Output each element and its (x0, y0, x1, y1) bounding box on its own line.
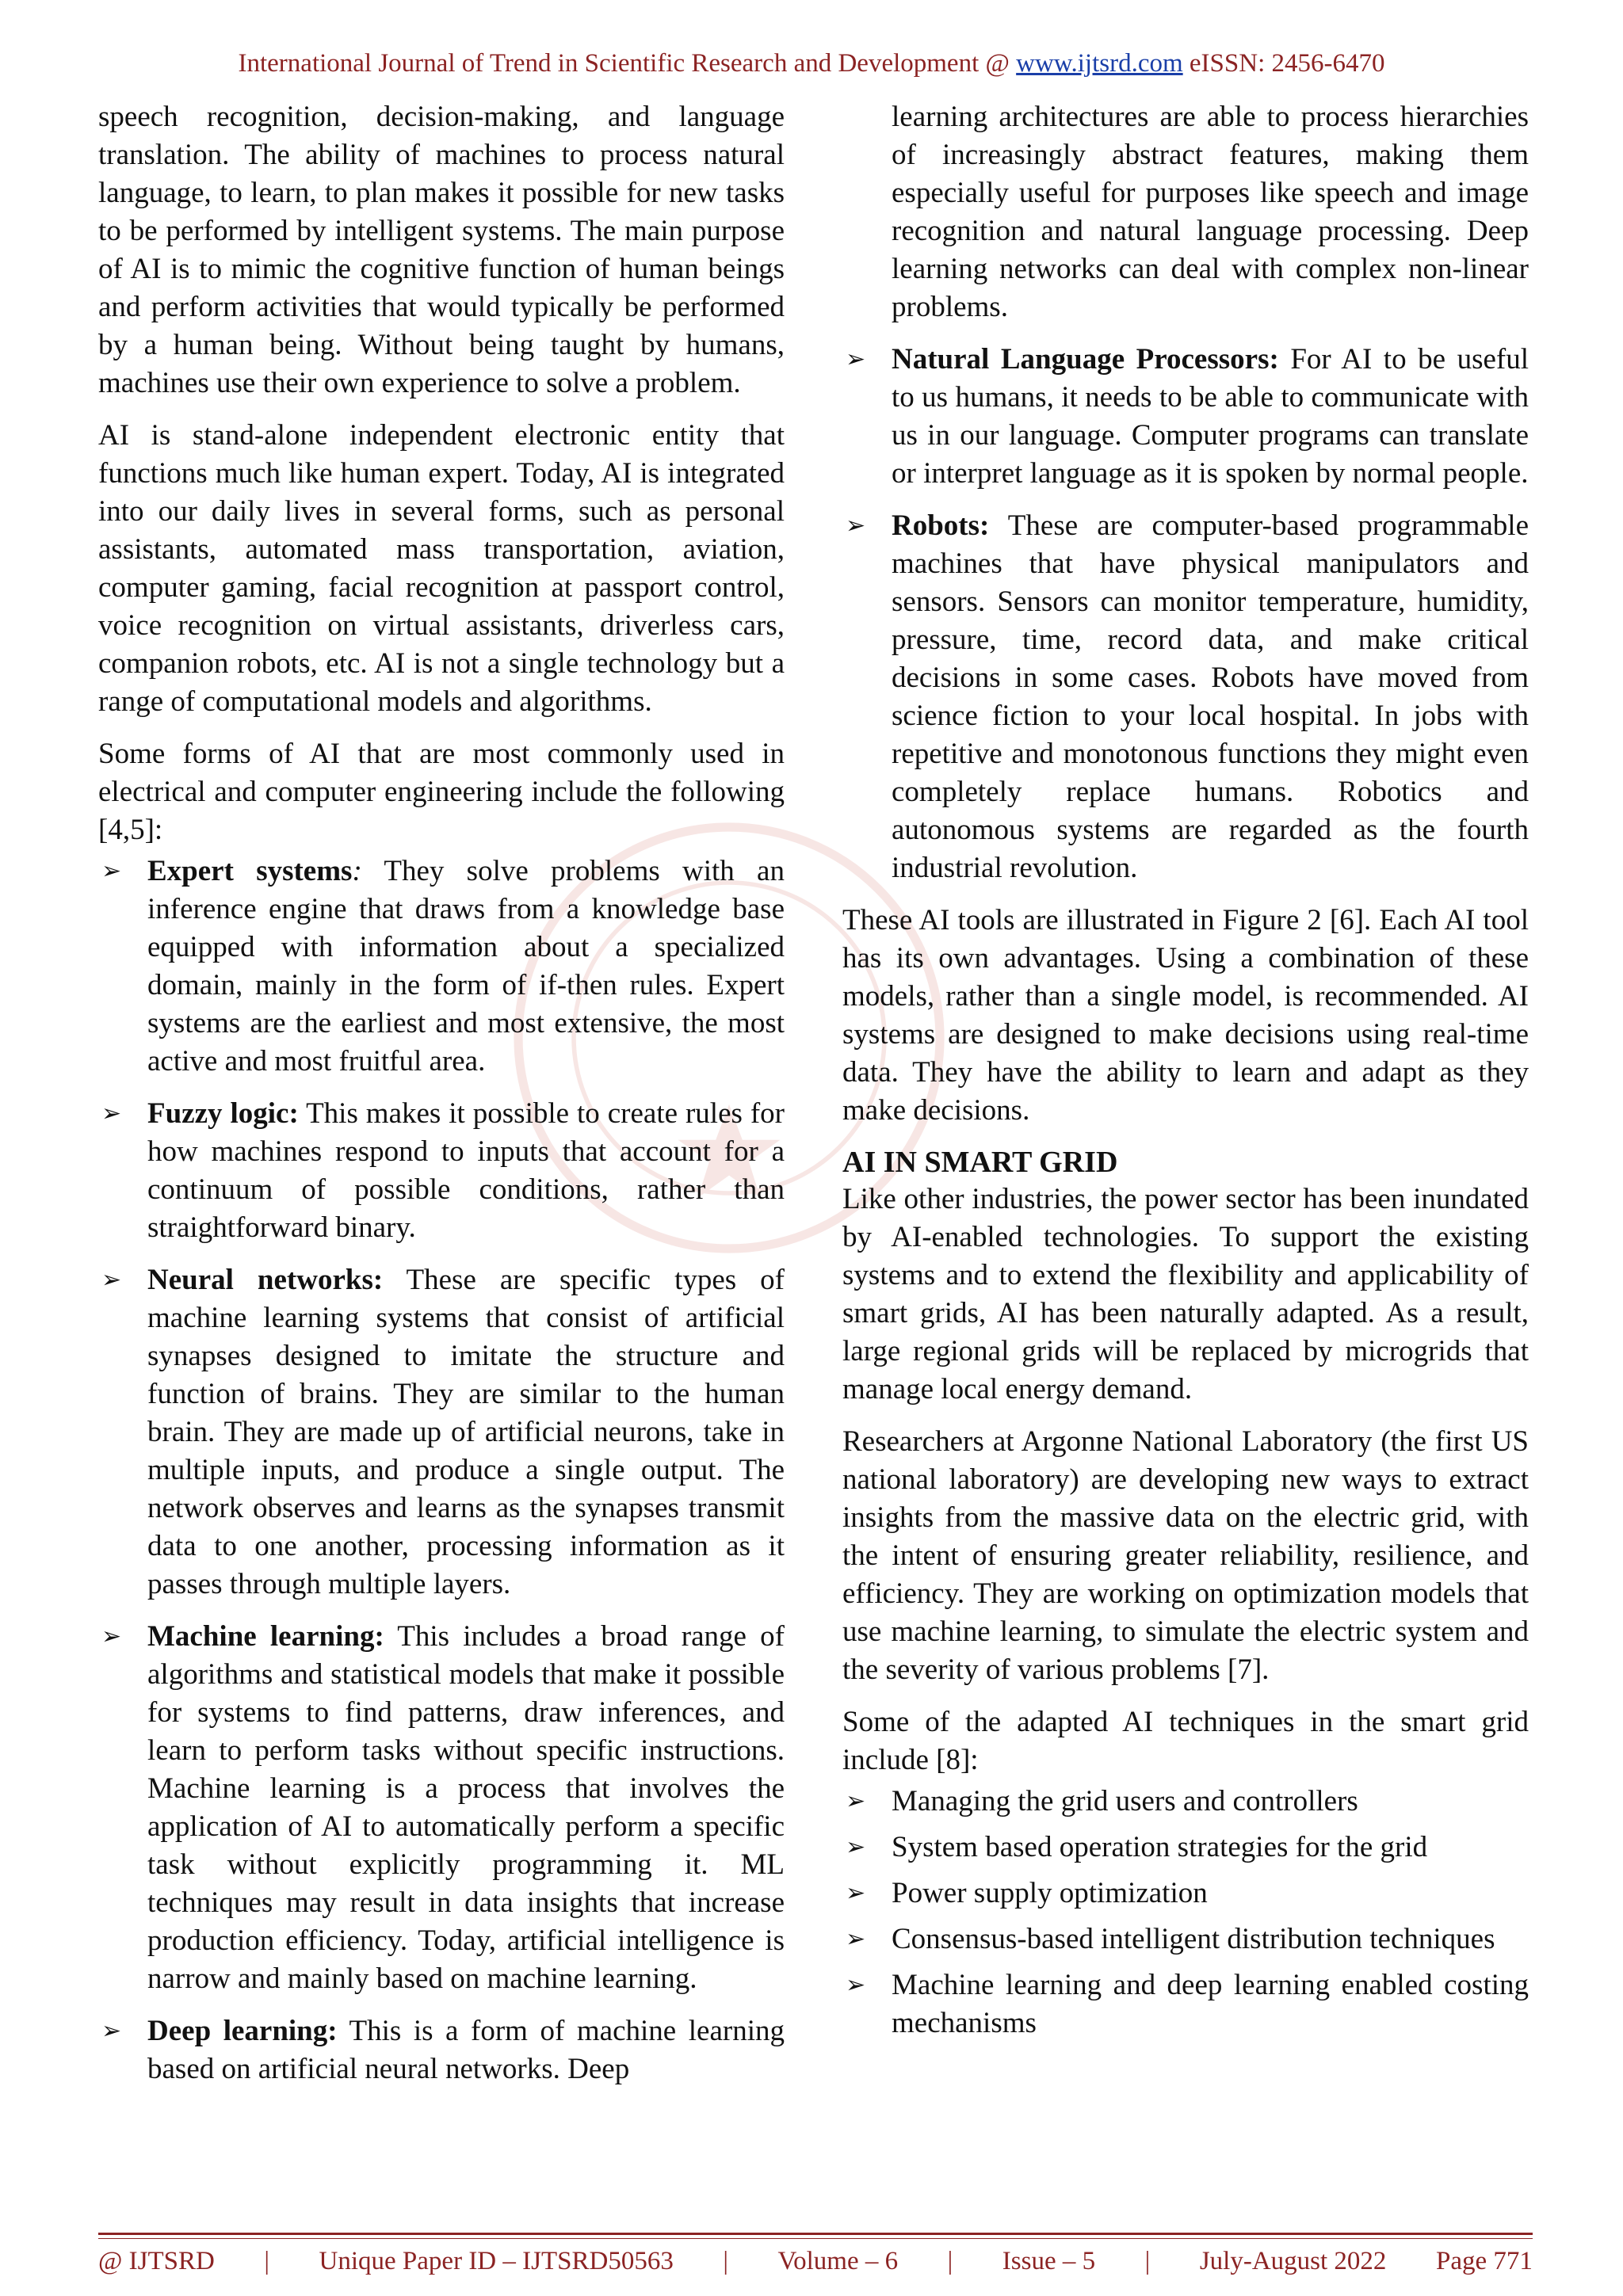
item-term: Expert systems (147, 855, 353, 887)
item-text: These are specific types of machine learning systems that consist of artificial synapses designed to imitate the structure and function of brains. They are similar to the human brain. They are made up of artificial neurons, take in multiple inputs, and produce a single output. The network observes and learns as the synapses transmit data to one another, processing information as it passes through multiple layers. (147, 1264, 785, 1600)
left-column (98, 98, 785, 2103)
arrow-bullet-icon: ➢ (846, 1971, 866, 1999)
item-text: System based operation strategies for the grid (892, 1831, 1428, 1863)
footer-separator: | (947, 2247, 953, 2275)
list-item (842, 1783, 1529, 1821)
footer-volume: Volume – 6 (777, 2247, 899, 2275)
arrow-bullet-icon: ➢ (846, 512, 866, 540)
footer-rule-top (98, 2233, 1533, 2235)
item-text: They solve problems with an inference engine that draws from a knowledge base equipped with information about a specialized domain, mainly in the form of if-then rules. Expert systems are the earliest and most extensive, the most active and most fruitful area. (147, 855, 785, 1077)
footer-rule-bottom (98, 2238, 1533, 2239)
journal-link[interactable]: www.ijtsrd.com (1016, 49, 1183, 78)
item-sep: : (352, 855, 362, 887)
arrow-bullet-icon: ➢ (846, 1833, 866, 1861)
item-term: Robots: (892, 509, 990, 542)
list-item (842, 341, 1529, 493)
paragraph: Like other industries, the power sector has been inundated by AI-enabled technologies. To support the existing systems and to extend the flexibility and applicability of smart grids, AI has been naturally adapted. As a result, large regional grids will be replaced by microgrids that manage local energy demand. (842, 1183, 1529, 1405)
arrow-bullet-icon: ➢ (101, 1266, 122, 1294)
item-text: Power supply optimization (892, 1877, 1208, 1909)
arrow-bullet-icon: ➢ (101, 857, 122, 885)
list-item (842, 507, 1529, 887)
item-term: Natural Language Processors: (892, 343, 1279, 376)
item-text: Machine learning and deep learning enabled costing mechanisms (892, 1969, 1529, 2039)
item-text: These are computer-based programmable machines that have physical manipulators and sensors. Sensors can monitor temperature, humidity, pressure, time, record data, and make critical decisions in some cases. Robots have moved from science fiction to your local hospital. In jobs with repetitive and monotonous functions they might even completely replace humans. Robotics and autonomous systems are regarded as the fourth industrial revolution. (892, 509, 1529, 884)
list-item (98, 1261, 785, 1604)
running-footer (98, 2247, 1533, 2276)
list-item (842, 1920, 1529, 1958)
issn: eISSN: 2456-6470 (1189, 49, 1385, 78)
arrow-bullet-icon: ➢ (101, 1623, 122, 1650)
item-text: Consensus-based intelligent distribution techniques (892, 1923, 1495, 1955)
list-item (98, 1095, 785, 1247)
arrow-bullet-icon: ➢ (101, 2017, 122, 2045)
paragraph: speech recognition, decision-making, and language translation. The ability of machines to process natural language, to learn, to plan makes it possible for new tasks to be performed by intelligent systems. The main purpose of AI is to mimic the cognitive function of human beings and perform activities that would typically be performed by a human being. Without being taught by humans, machines use their own experience to solve a problem. (98, 101, 785, 399)
list-item (842, 1829, 1529, 1867)
item-text: For AI to be useful to us humans, it needs to be able to communicate with us in our language. Computer programs can translate or interpret language as it is spoken by normal people. (892, 343, 1529, 490)
smart-grid-techniques-list (842, 1783, 1529, 2042)
list-item (98, 2012, 785, 2088)
item-term: Deep learning: (147, 2015, 338, 2047)
list-item (842, 1875, 1529, 1913)
arrow-bullet-icon: ➢ (101, 1100, 122, 1127)
item-text: Managing the grid users and controllers (892, 1785, 1358, 1817)
paragraph: AI is stand-alone independent electronic entity that functions much like human expert. Today, AI is integrated into our daily lives in several forms, such as personal assistants, automated mass transportation, aviation, computer gaming, facial recognition at passport control, voice recognition on virtual assistants, driverless cars, companion robots, etc. AI is not a single technology but a range of computational models and algorithms. (98, 419, 785, 718)
arrow-bullet-icon: ➢ (846, 345, 866, 373)
right-column (842, 98, 1529, 2050)
continued-item-text: learning architectures are able to process hierarchies of increasingly abstract features, making them especially useful for purposes like speech and image recognition and natural language processing. Deep learning networks can deal with complex non-linear problems. (892, 101, 1529, 323)
footer-page: Page 771 (1435, 2247, 1533, 2275)
ai-forms-list-continued (842, 341, 1529, 887)
item-term: Neural networks: (147, 1264, 384, 1296)
paragraph: Some forms of AI that are most commonly used in electrical and computer engineering include the following [4,5]: (98, 738, 785, 846)
list-item (98, 852, 785, 1081)
item-term: Machine learning: (147, 1620, 384, 1653)
footer-separator: | (1144, 2247, 1151, 2275)
paragraph: Researchers at Argonne National Laboratory (the first US national laboratory) are developing new ways to extract insights from the massive data on the electric grid, with the intent of ensuring greater reliability, resilience, and efficiency. They are working on optimization models that use machine learning, to simulate the electric system and the severity of various problems [7]. (842, 1425, 1529, 1686)
arrow-bullet-icon: ➢ (846, 1879, 866, 1907)
ai-forms-list (98, 852, 785, 2088)
list-item (842, 1966, 1529, 2042)
item-text: This includes a broad range of algorithms and statistical models that make it possible for systems to find patterns, draw inferences, and learn to perform tasks without specific instructions. Machine learning is a process that involves the application of AI to automatically perform a specific task without explicitly programming it. ML techniques may result in data insights that increase production efficiency. Today, artificial intelligence is narrow and mainly based on machine learning. (147, 1620, 785, 1995)
footer-separator: | (723, 2247, 728, 2275)
footer-separator: | (264, 2247, 269, 2275)
section-heading: AI IN SMART GRID (842, 1146, 1118, 1179)
item-text: This is a form of machine learning based on artificial neural networks. Deep (147, 2015, 785, 2085)
footer-paper-id: Unique Paper ID – IJTSRD50563 (319, 2247, 674, 2275)
item-term: Fuzzy logic: (147, 1097, 299, 1130)
footer-issue: Issue – 5 (1002, 2247, 1096, 2275)
arrow-bullet-icon: ➢ (846, 1787, 866, 1815)
paragraph: Some of the adapted AI techniques in the smart grid include [8]: (842, 1706, 1529, 1776)
paragraph: These AI tools are illustrated in Figure 2 [6]. Each AI tool has its own advantages. Using a combination of these models, rather than a single model, is recommended. AI systems are designed to make decisions using real-time data. They have the ability to learn and adapt as they make decisions. (842, 904, 1529, 1127)
journal-title: International Journal of Trend in Scientific Research and Development @ (238, 49, 1010, 78)
running-header (0, 49, 1623, 78)
footer-date: July-August 2022 (1199, 2247, 1387, 2275)
footer-copyright: @ IJTSRD (98, 2247, 215, 2275)
list-item (98, 1618, 785, 1998)
item-text: This makes it possible to create rules for how machines respond to inputs that account for a continuum of possible conditions, rather than straightforward binary. (147, 1097, 785, 1244)
arrow-bullet-icon: ➢ (846, 1925, 866, 1953)
